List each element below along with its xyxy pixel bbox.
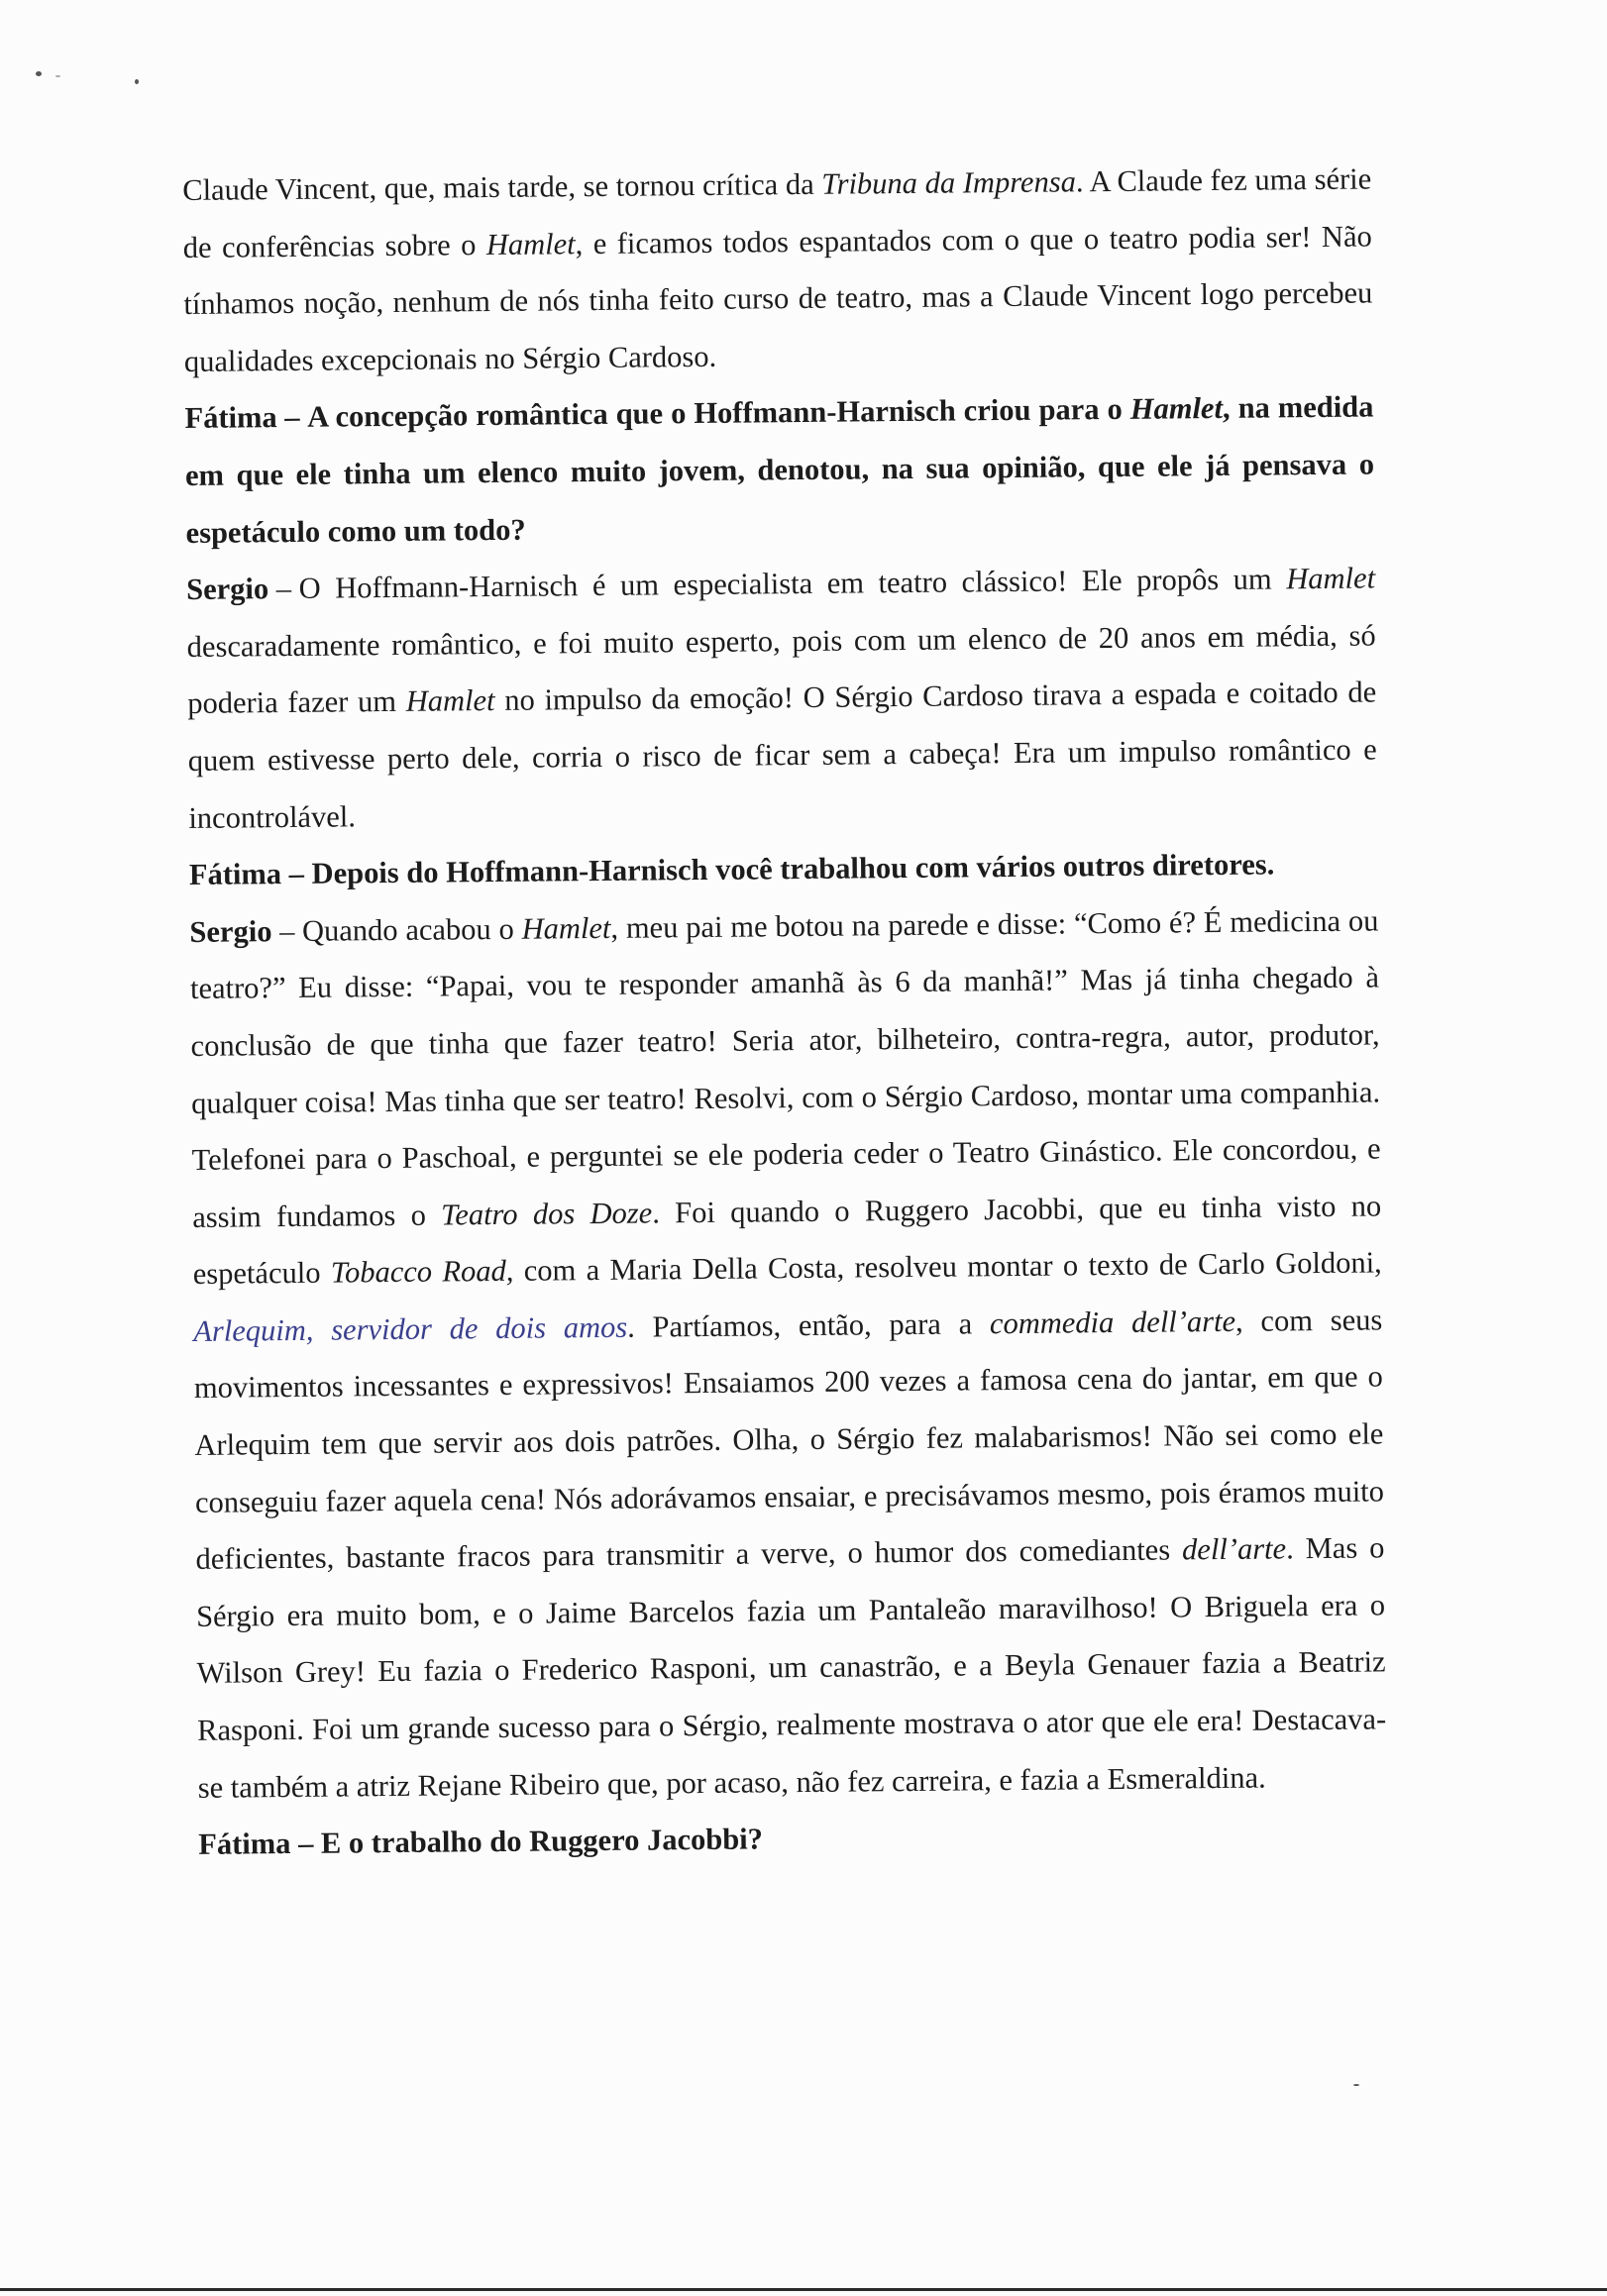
question-paragraph: Fátima – A concepção romântica que o Hoffmann-Harnisch criou para o Hamlet, na medida em que ele tinha um elenco muito jovem, denotou, na sua opinião, que ele já pensava o espetáculo como um todo?: [184, 389, 1375, 550]
speaker-dash: –: [297, 1826, 314, 1861]
scan-speck: [135, 79, 139, 84]
speaker-name: Fátima: [188, 857, 282, 892]
question-paragraph: Fátima – Depois do Hoffmann-Harnisch você trabalhou com vários outros diretores.: [188, 847, 1275, 892]
answer-paragraph: Sergio – Quando acabou o Hamlet, meu pai me botou na parede e disse: “Como é? É medicina ou teatro?” Eu disse: “Papai, vou te responder amanhã às 6 da manhã!” Mas já tinha chegado à conclusão de que tinha que fazer teatro! Seria ator, bilheteiro, contra-regra, autor, produtor, qualquer coisa! Mas tinha que ser teatro! Resolvi, com o Sérgio Cardoso, montar uma companhia. Telefonei para o Paschoal, e perguntei se ele poderia ceder o Teatro Ginástico. Ele concordou, e assim fundamos o Teatro dos Doze. Foi quando o Ruggero Jacobbi, que eu tinha visto no espetáculo Tobacco Road, com a Maria Della Costa, resolveu montar o texto de Carlo Goldoni, Arlequim, servidor de dois amos. Partíamos, então, para a commedia dell’arte, com seus movimentos incessantes e expressivos! Ensaiamos 200 vezes a famosa cena do jantar, em que o Arlequim tem que servir aos dois patrões. Olha, o Sérgio fez malabarismos! Não sei como ele conseguiu fazer aquela cena! Nós adorávamos ensaiar, e precisávamos mesmo, pois éramos muito deficientes, bastante fracos para transmitir a verve, o humor dos comediantes dell’arte. Mas o Sérgio era muito bom, e o Jaime Barcelos fazia um Pantaleão maravilhoso! O Briguela era o Wilson Grey! Eu fazia o Frederico Rasponi, um canastrão, e a Beyla Genauer fazia a Beatriz Rasponi. Foi um grande sucesso para o Sérgio, realmente mostrava o ator que ele era! Destacava-se também a atriz Rejane Ribeiro que, por acaso, não fez carreira, e fazia a Esmeraldina.: [189, 903, 1387, 1805]
speaker-dash: –: [275, 572, 292, 606]
speaker-name: Sergio: [189, 913, 272, 949]
answer-paragraph: Claude Vincent, que, mais tarde, se tornou crítica da Tribuna da Imprensa. A Claude fez uma série de conferências sobre o Hamlet, e ficamos todos espantados com o que o teatro podia ser! Não tínhamos noção, nenhum de nós tinha feito curso de teatro, mas a Claude Vincent logo percebeu qualidades excepcionais no Sérgio Cardoso.: [182, 161, 1373, 378]
speaker-name: Sergio: [185, 572, 269, 607]
interview-transcript: [182, 151, 1388, 1873]
question-paragraph: Fátima – E o trabalho do Ruggero Jacobbi?: [198, 1822, 764, 1862]
speaker-dash: –: [284, 400, 300, 435]
speaker-name: Fátima: [198, 1826, 291, 1862]
scan-speck: [36, 71, 42, 76]
answer-paragraph: Sergio – O Hoffmann-Harnisch é um especialista em teatro clássico! Ele propôs um Hamlet descaradamente romântico, e foi muito esperto, pois com um elenco de 20 anos em média, só poderia fazer um Hamlet no impulso da emoção! O Sérgio Cardoso tirava a espada e coitado de quem estivesse perto dele, corria o risco de ficar sem a cabeça! Era um impulso romântico e incontrolável.: [185, 561, 1377, 835]
speaker-dash: –: [278, 913, 295, 948]
scan-speck: [1353, 2084, 1359, 2086]
scan-speck: [55, 75, 60, 77]
speaker-dash: –: [288, 856, 305, 891]
play-title-link: Arlequim, servidor de dois amos: [193, 1309, 628, 1348]
scan-edge-line: [0, 2288, 1607, 2291]
speaker-name: Fátima: [184, 400, 277, 436]
